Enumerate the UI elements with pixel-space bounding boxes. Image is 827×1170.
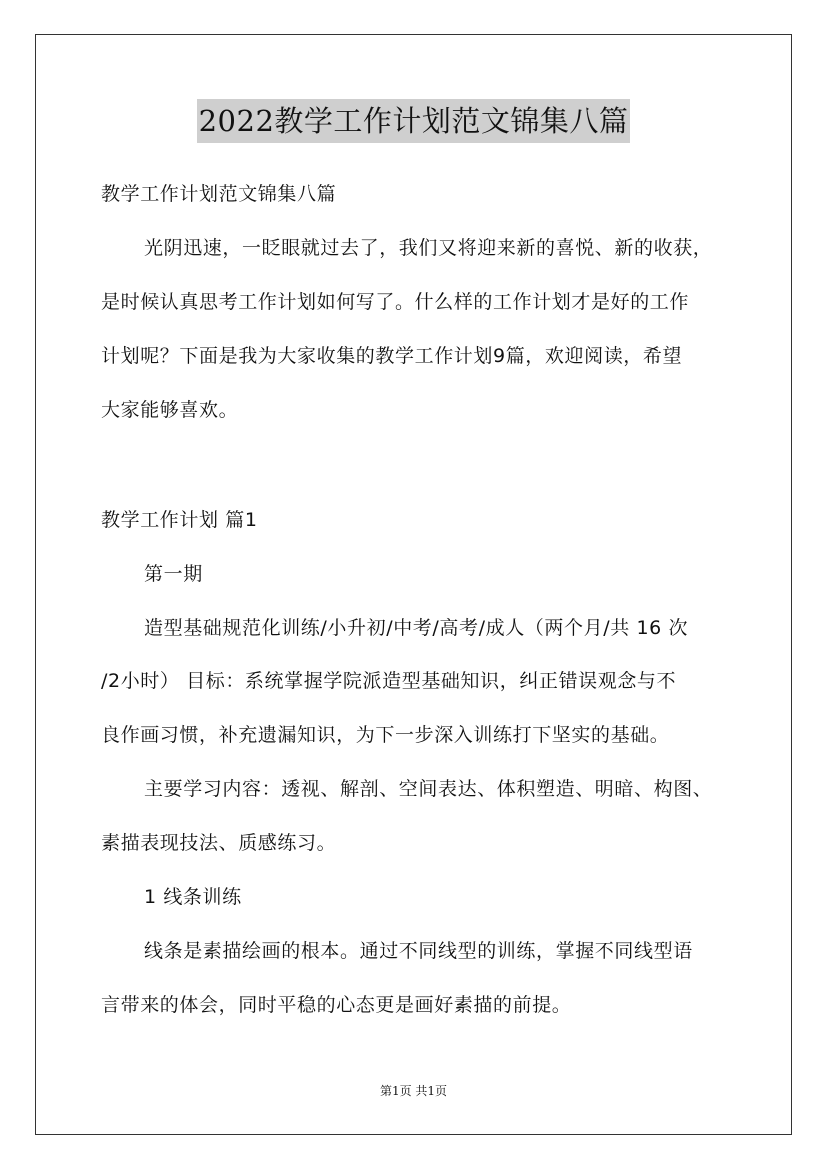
training-line: 造型基础规范化训练/小升初/中考/高考/成人（两个月/共 16 次 (144, 617, 689, 639)
section-heading: 教学工作计划 篇1 (101, 509, 258, 531)
content-line: 素描表现技法、质感练习。 (101, 832, 337, 854)
training-line: 良作画习惯，补充遗漏知识，为下一步深入训练打下坚实的基础。 (101, 724, 670, 746)
page-footer: 第1页 共1页 (379, 1084, 448, 1098)
title-container (0, 99, 827, 143)
item-heading: 1 线条训练 (144, 886, 242, 908)
intro-line: 计划呢？下面是我为大家收集的教学工作计划9篇，欢迎阅读，希望 (101, 345, 683, 367)
content-line: 主要学习内容：透视、解剖、空间表达、体积塑造、明暗、构图、 (144, 778, 713, 800)
item-line: 线条是素描绘画的根本。通过不同线型的训练，掌握不同线型语 (144, 940, 693, 962)
document-title: 2022教学工作计划范文锦集八篇 (197, 99, 631, 143)
intro-line: 光阴迅速，一眨眼就过去了，我们又将迎来新的喜悦、新的收获， (144, 237, 713, 259)
item-line: 言带来的体会，同时平稳的心态更是画好素描的前提。 (101, 994, 572, 1016)
period-label: 第一期 (144, 563, 203, 585)
intro-line: 大家能够喜欢。 (101, 399, 239, 421)
training-line: /2小时） 目标：系统掌握学院派造型基础知识，纠正错误观念与不 (101, 670, 677, 692)
intro-line: 是时候认真思考工作计划如何写了。什么样的工作计划才是好的工作 (101, 291, 690, 313)
document-subtitle: 教学工作计划范文锦集八篇 (101, 183, 337, 205)
